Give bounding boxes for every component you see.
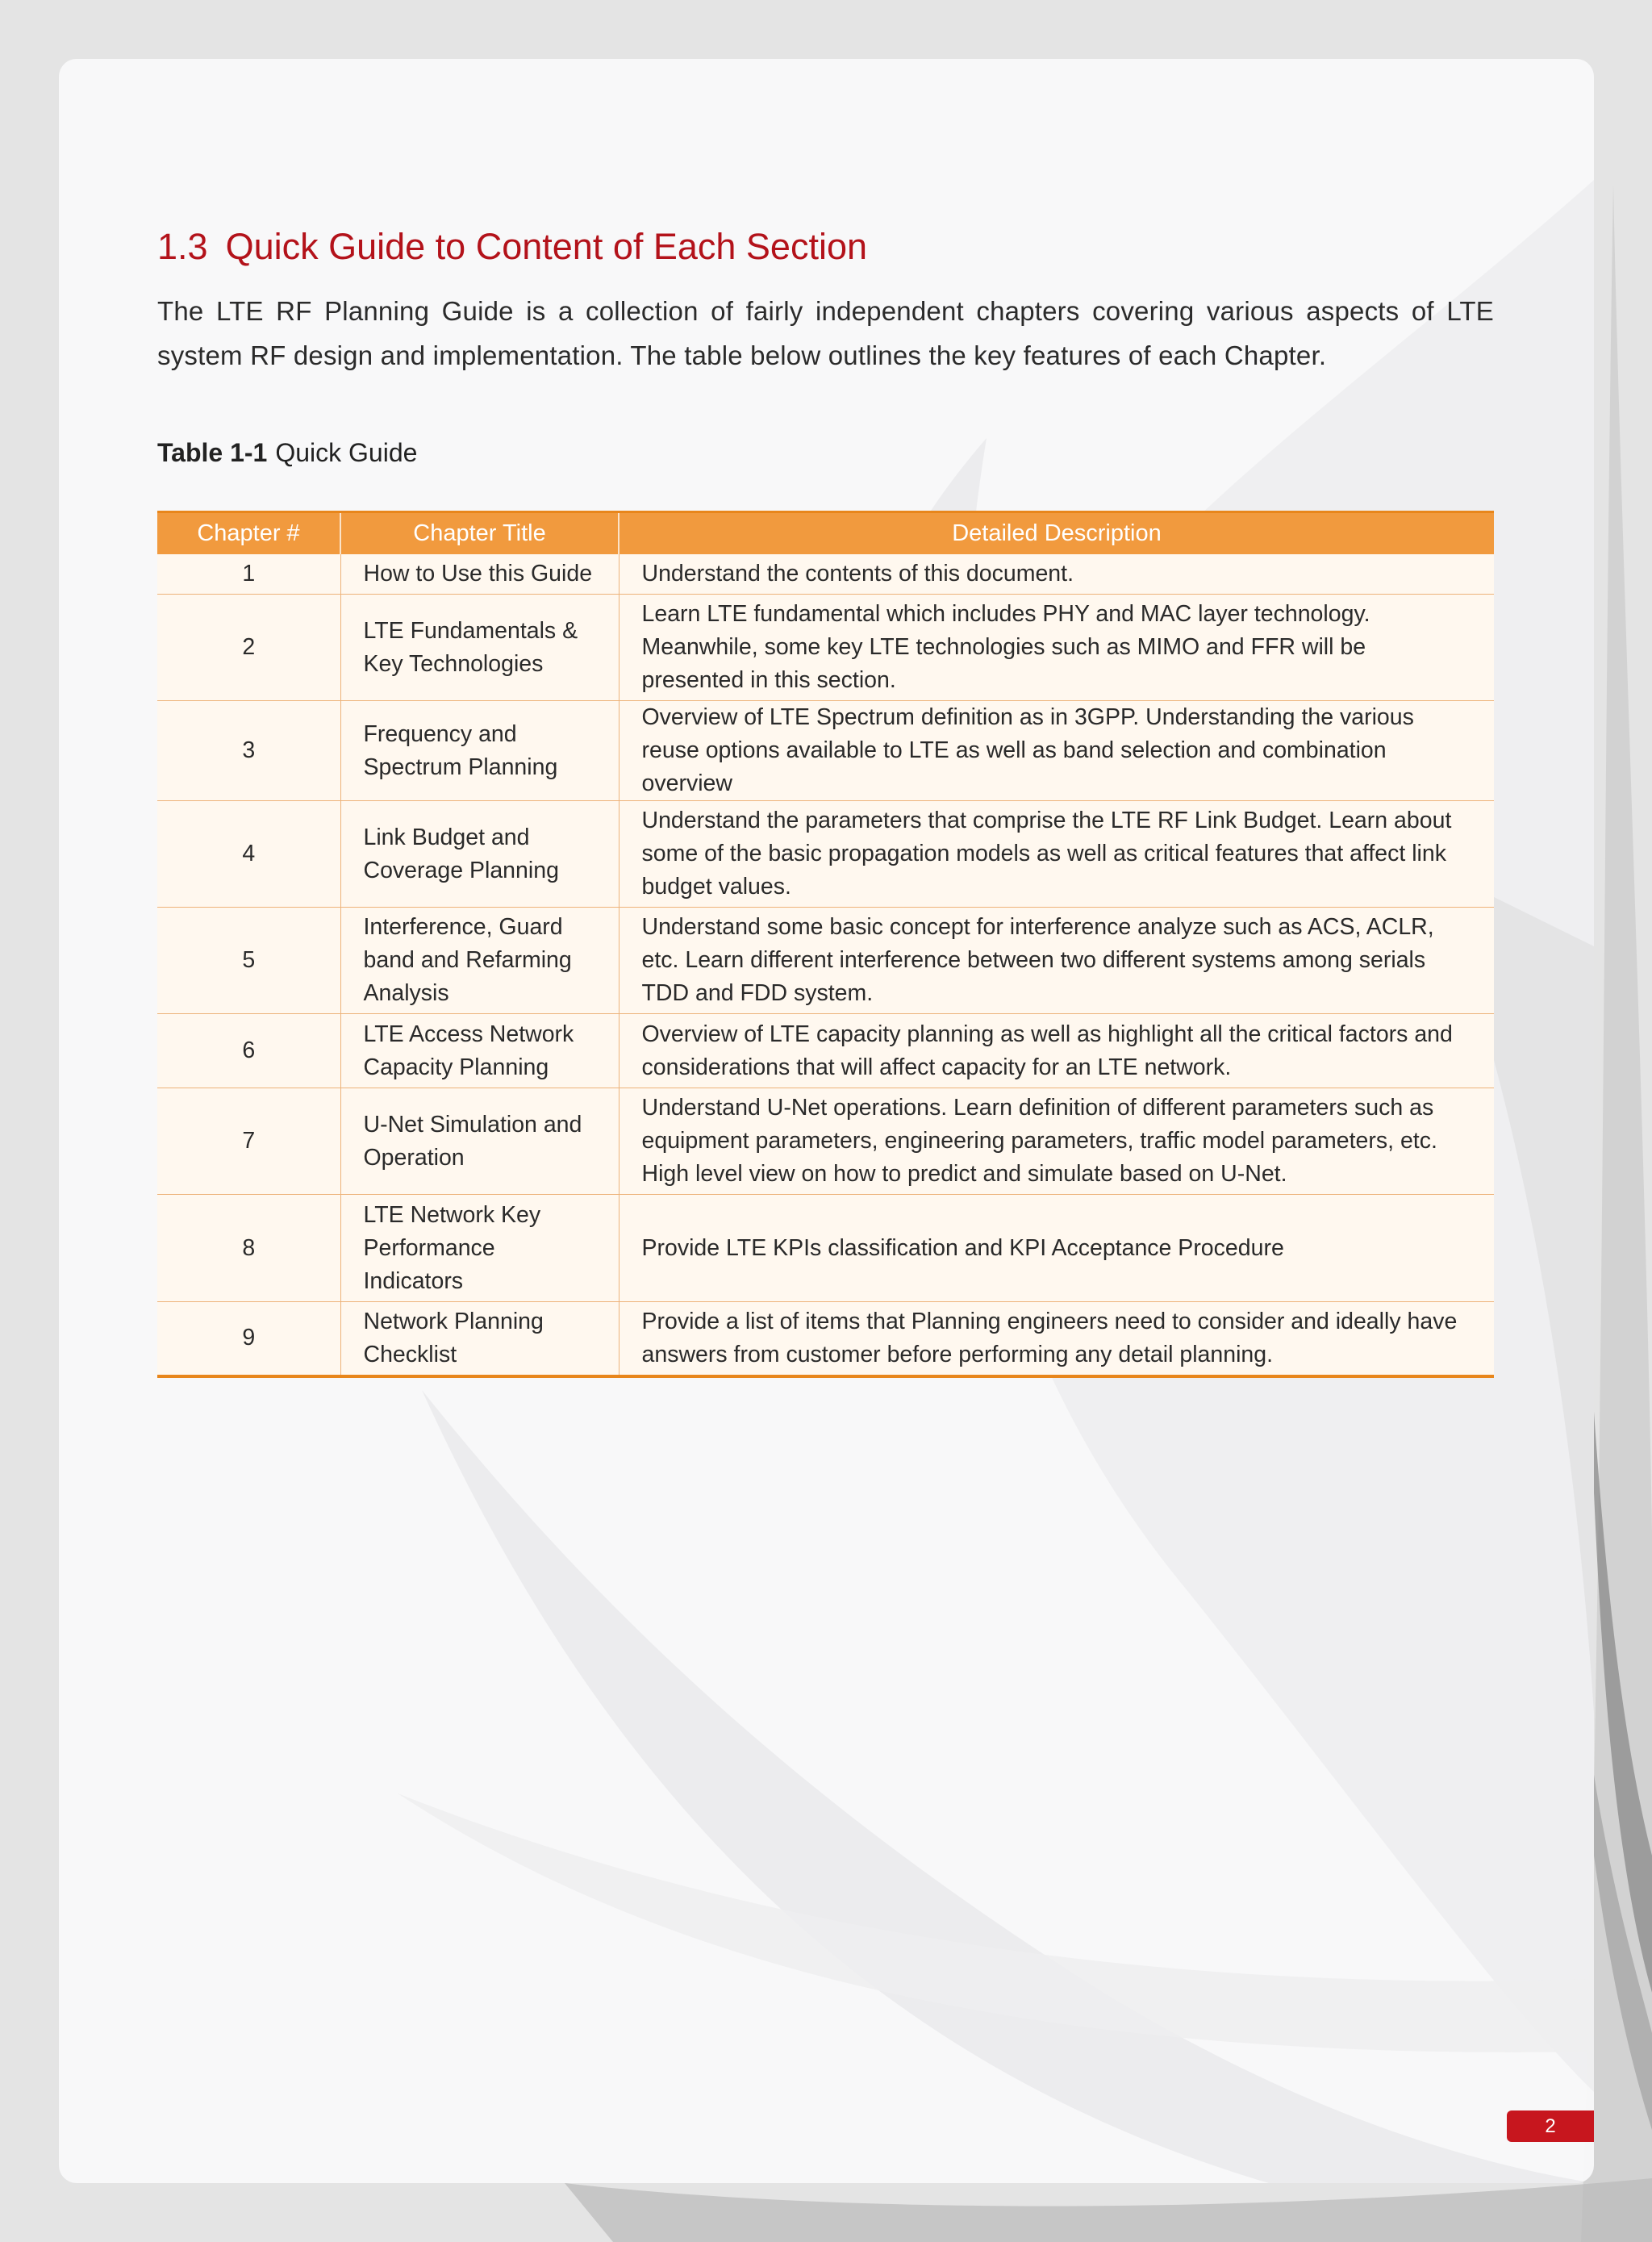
chapter-title-cell: Frequency and Spectrum Planning [340,701,619,801]
table-row [157,801,1494,908]
chapter-title-cell: LTE Fundamentals & Key Technologies [340,595,619,701]
chapter-description-cell: Understand the contents of this document. [619,554,1494,595]
chapter-title-cell: How to Use this Guide [340,554,619,595]
chapter-number-cell: 1 [157,554,340,595]
table-row [157,701,1494,801]
chapter-number-cell: 5 [157,908,340,1014]
chapter-title-cell: Interference, Guard band and Refarming Analysis [340,908,619,1014]
main-content [157,228,1494,1378]
table-row [157,595,1494,701]
header-chapter-number: Chapter # [157,512,340,554]
chapter-title-cell: LTE Access Network Capacity Planning [340,1014,619,1088]
section-heading [157,228,1494,265]
table-row [157,554,1494,595]
table-row [157,1195,1494,1302]
chapter-description-cell: Learn LTE fundamental which includes PHY and MAC layer technology. Meanwhile, some key LTE technologies such as MIMO and FFR will be presented in this section. [619,595,1494,701]
header-detailed-description: Detailed Description [619,512,1494,554]
document-page [59,59,1594,2183]
chapter-number-cell: 9 [157,1302,340,1376]
section-number: 1.3 [157,226,208,267]
header-chapter-title: Chapter Title [340,512,619,554]
chapter-number-cell: 2 [157,595,340,701]
chapter-number-cell: 8 [157,1195,340,1302]
quick-guide-table [157,511,1494,1378]
chapter-number-cell: 4 [157,801,340,908]
chapter-description-cell: Overview of LTE Spectrum definition as in 3GPP. Understanding the various reuse options available to LTE as well as band selection and combination overview [619,701,1494,801]
table-row [157,1302,1494,1376]
chapter-description-cell: Overview of LTE capacity planning as well as highlight all the critical factors and considerations that will affect capacity for an LTE network. [619,1014,1494,1088]
table-caption-label: Table 1-1 [157,438,268,467]
table-caption [157,440,1494,466]
chapter-description-cell: Understand some basic concept for interference analyze such as ACS, ACLR, etc. Learn different interference between two different systems among serials TDD and FDD system. [619,908,1494,1014]
intro-paragraph: The LTE RF Planning Guide is a collection of fairly independent chapters covering various aspects of LTE system RF design and implementation. The table below outlines the key features of each Chapter. [157,296,1494,370]
chapter-number-cell: 6 [157,1014,340,1088]
chapter-number-cell: 7 [157,1088,340,1195]
table-row [157,908,1494,1014]
table-header-row [157,512,1494,554]
chapter-number-cell: 3 [157,701,340,801]
chapter-title-cell: Link Budget and Coverage Planning [340,801,619,908]
table-row [157,1088,1494,1195]
chapter-description-cell: Understand U-Net operations. Learn definition of different parameters such as equipment parameters, engineering parameters, traffic model parameters, etc. High level view on how to predict and simulate based on U-Net. [619,1088,1494,1195]
chapter-description-cell: Understand the parameters that comprise the LTE RF Link Budget. Learn about some of the basic propagation models as well as critical features that affect link budget values. [619,801,1494,908]
table-row [157,1014,1494,1088]
chapter-title-cell: LTE Network Key Performance Indicators [340,1195,619,1302]
chapter-description-cell: Provide LTE KPIs classification and KPI Acceptance Procedure [619,1195,1494,1302]
table-caption-text: Quick Guide [275,438,418,467]
page-number-badge: 2 [1507,2110,1594,2142]
chapter-title-cell: U-Net Simulation and Operation [340,1088,619,1195]
chapter-title-cell: Network Planning Checklist [340,1302,619,1376]
chapter-description-cell: Provide a list of items that Planning engineers need to consider and ideally have answers from customer before performing any detail planning. [619,1302,1494,1376]
section-title: Quick Guide to Content of Each Section [225,226,868,267]
